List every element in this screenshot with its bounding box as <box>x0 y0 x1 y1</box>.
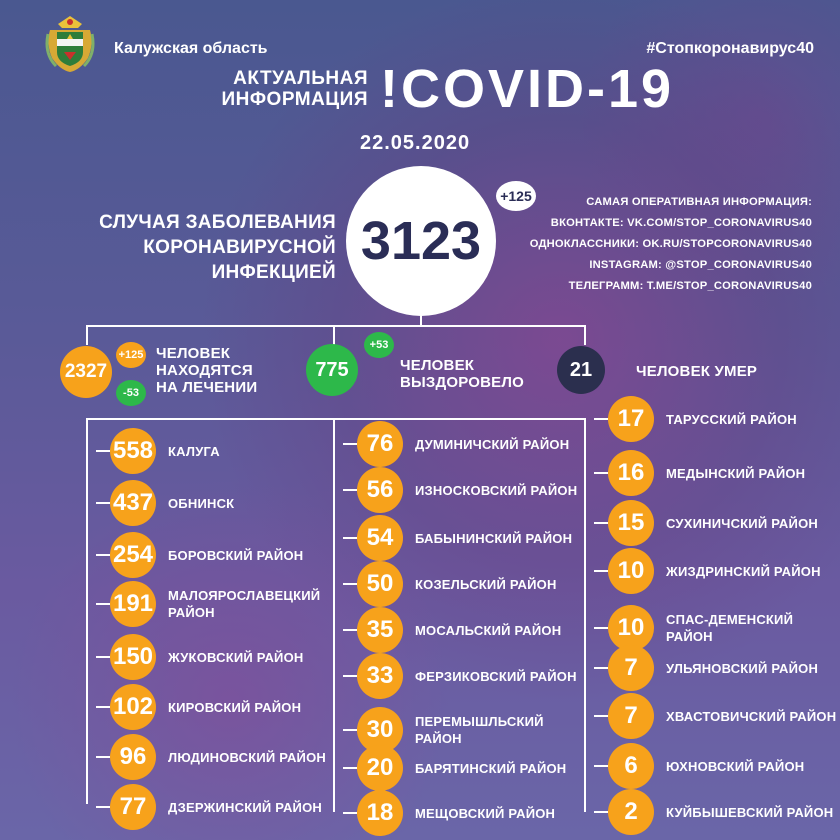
recovered-delta: +53 <box>364 332 394 358</box>
district-count: 2 <box>608 789 654 835</box>
total-cases-label <box>40 210 336 285</box>
district-connector <box>343 629 357 631</box>
region-name: Калужская область <box>114 40 268 57</box>
district-count: 20 <box>357 745 403 791</box>
district-name <box>415 421 569 467</box>
district-name-text <box>415 530 572 547</box>
district-connector <box>343 767 357 769</box>
district-name-line-1: ПЕРЕМЫШЛЬСКИЙ <box>415 714 544 729</box>
district-count: 254 <box>110 532 156 578</box>
district-connector <box>594 715 608 717</box>
district-name-line-2: РАЙОН <box>666 629 713 644</box>
district-connector <box>594 522 608 524</box>
district-name-text <box>415 713 544 747</box>
district-name-text <box>666 804 833 821</box>
district-name-text <box>168 749 326 766</box>
district-name-text <box>666 411 797 428</box>
district-name-line-1: ТАРУССКИЙ РАЙОН <box>666 411 797 427</box>
district-name-line-2: РАЙОН <box>168 605 215 620</box>
contact-instagram: INSTAGRAM: @STOP_CORONAVIRUS40 <box>589 259 812 271</box>
died-value: 21 <box>557 346 605 394</box>
district-name-line-1: ЖИЗДРИНСКИЙ РАЙОН <box>666 563 821 579</box>
district-count: 18 <box>357 790 403 836</box>
coat-of-arms-icon <box>44 14 96 74</box>
district-name-text <box>415 805 555 822</box>
district-count: 76 <box>357 421 403 467</box>
treatment-label-line-3: НА ЛЕЧЕНИИ <box>156 379 258 396</box>
treatment-delta-minus: -53 <box>116 380 146 406</box>
district-count: 17 <box>608 396 654 442</box>
district-row <box>357 653 587 699</box>
district-name-line-1: МАЛОЯРОСЛАВЕЦКИЙ <box>168 588 321 603</box>
district-connector <box>343 537 357 539</box>
district-name <box>666 645 818 691</box>
district-count: 10 <box>608 605 654 651</box>
recovered-label-line-2: ВЫЗДОРОВЕЛО <box>400 374 524 391</box>
district-row <box>357 790 587 836</box>
district-name <box>168 480 234 526</box>
district-name <box>168 532 303 578</box>
district-name <box>666 500 818 546</box>
district-name <box>415 515 572 561</box>
district-name-line-1: СУХИНИЧСКИЙ РАЙОН <box>666 515 818 531</box>
treatment-delta-plus: +125 <box>116 342 146 368</box>
district-name-line-1: ДЗЕРЖИНСКИЙ РАЙОН <box>168 799 322 815</box>
title-block <box>208 68 368 110</box>
district-name <box>666 396 797 442</box>
district-connector <box>594 667 608 669</box>
district-connector <box>96 603 110 605</box>
district-row <box>608 396 838 442</box>
district-row <box>110 734 340 780</box>
contact-telegram: ТЕЛЕГРАММ: T.ME/STOP_CORONAVIRUS40 <box>568 280 812 292</box>
district-row <box>110 634 340 680</box>
contact-info <box>530 192 812 297</box>
total-cases-value: 3123 <box>346 166 496 316</box>
treatment-value: 2327 <box>60 346 112 398</box>
district-name-line-1: МОСАЛЬСКИЙ РАЙОН <box>415 622 562 638</box>
district-connector <box>96 656 110 658</box>
district-connector <box>96 706 110 708</box>
district-connector <box>343 812 357 814</box>
district-name <box>168 428 220 474</box>
district-count: 30 <box>357 707 403 753</box>
district-row <box>110 480 340 526</box>
district-row <box>110 684 340 730</box>
connector-col1-vertical <box>86 418 88 804</box>
district-name-text <box>666 563 821 580</box>
district-name <box>666 789 833 835</box>
district-name-text <box>168 547 303 564</box>
district-name-text <box>666 465 805 482</box>
district-connector <box>343 443 357 445</box>
district-connector <box>594 811 608 813</box>
connector-mid-drop <box>333 325 335 345</box>
title-line-2: ИНФОРМАЦИЯ <box>221 89 368 110</box>
district-connector <box>96 756 110 758</box>
district-row <box>357 607 587 653</box>
district-row <box>608 450 838 496</box>
total-cases-label-line-2: КОРОНАВИРУСНОЙ ИНФЕКЦИЕЙ <box>143 237 336 283</box>
district-count: 102 <box>110 684 156 730</box>
title-line-1: АКТУАЛЬНАЯ <box>233 68 368 89</box>
district-name-line-1: ОБНИНСК <box>168 495 235 511</box>
district-count: 96 <box>110 734 156 780</box>
contact-ok: ОДНОКЛАССНИКИ: OK.RU/STOPCORONAVIRUS40 <box>529 238 812 250</box>
district-count: 54 <box>357 515 403 561</box>
district-name-line-1: МЕДЫНСКИЙ РАЙОН <box>666 465 806 481</box>
treatment-label-line-2: НАХОДЯТСЯ <box>156 362 253 379</box>
district-name <box>415 561 557 607</box>
district-count: 15 <box>608 500 654 546</box>
district-row <box>608 693 838 739</box>
district-count: 10 <box>608 548 654 594</box>
district-name-text <box>666 515 818 532</box>
connector-trunk <box>420 312 422 326</box>
district-connector <box>594 570 608 572</box>
district-name-line-1: КАЛУГА <box>168 443 220 459</box>
district-name-line-1: БАРЯТИНСКИЙ РАЙОН <box>415 760 567 776</box>
district-row <box>357 515 587 561</box>
district-name <box>415 467 577 513</box>
district-row <box>357 421 587 467</box>
district-count: 56 <box>357 467 403 513</box>
district-name <box>415 745 566 791</box>
district-count: 35 <box>357 607 403 653</box>
district-name-line-1: ХВАСТОВИЧСКИЙ РАЙОН <box>666 708 837 724</box>
district-name-line-1: КОЗЕЛЬСКИЙ РАЙОН <box>415 576 557 592</box>
district-connector <box>96 450 110 452</box>
report-date: 22.05.2020 <box>360 132 471 154</box>
district-count: 77 <box>110 784 156 830</box>
district-name-line-1: ИЗНОСКОВСКИЙ РАЙОН <box>415 482 578 498</box>
hashtag: #Стопкоронавирус40 <box>646 40 814 57</box>
district-name-text <box>666 611 793 645</box>
district-row <box>357 561 587 607</box>
district-name-text <box>415 622 561 639</box>
district-name-text <box>168 587 320 621</box>
district-name-line-1: УЛЬЯНОВСКИЙ РАЙОН <box>666 660 819 676</box>
page-title: !COVID-19 <box>380 59 675 119</box>
district-name <box>666 693 836 739</box>
district-row <box>608 645 838 691</box>
district-name <box>415 607 561 653</box>
district-row <box>110 532 340 578</box>
connector-left-drop <box>86 325 88 345</box>
district-connector <box>343 583 357 585</box>
district-name-text <box>415 436 569 453</box>
district-connector <box>343 675 357 677</box>
district-name <box>168 634 303 680</box>
district-name <box>168 684 301 730</box>
district-name-text <box>415 482 577 499</box>
district-name-text <box>168 495 234 512</box>
total-cases-delta: +125 <box>496 181 536 211</box>
district-name <box>666 450 805 496</box>
connector-right-drop <box>584 325 586 345</box>
district-name-line-1: БАБЫНИНСКИЙ РАЙОН <box>415 530 573 546</box>
district-count: 150 <box>110 634 156 680</box>
district-row <box>110 581 340 627</box>
district-name-line-1: МЕЩОВСКИЙ РАЙОН <box>415 805 556 821</box>
district-row <box>608 789 838 835</box>
district-connector <box>343 489 357 491</box>
district-connector <box>594 418 608 420</box>
district-name-line-1: СПАС-ДЕМЕНСКИЙ <box>666 612 794 627</box>
recovered-value: 775 <box>306 344 358 396</box>
district-row <box>110 784 340 830</box>
connector-top-horizontal <box>86 325 586 327</box>
district-connector <box>96 554 110 556</box>
recovered-label-line-1: ЧЕЛОВЕК <box>400 357 475 374</box>
district-connector <box>594 765 608 767</box>
connector-col1-horizontal <box>86 418 586 420</box>
district-count: 558 <box>110 428 156 474</box>
district-row <box>110 428 340 474</box>
district-name <box>415 790 555 836</box>
treatment-label-line-1: ЧЕЛОВЕК <box>156 345 231 362</box>
district-count: 6 <box>608 743 654 789</box>
died-label: ЧЕЛОВЕК УМЕР <box>636 363 758 380</box>
district-connector <box>594 627 608 629</box>
district-name <box>415 653 577 699</box>
district-name-text <box>415 760 566 777</box>
district-connector <box>594 472 608 474</box>
district-row <box>608 743 838 789</box>
district-name-text <box>168 799 322 816</box>
district-count: 7 <box>608 693 654 739</box>
recovered-label <box>400 357 524 391</box>
district-count: 33 <box>357 653 403 699</box>
district-name-text <box>415 576 557 593</box>
district-name <box>168 581 320 627</box>
district-count: 191 <box>110 581 156 627</box>
district-name-text <box>415 668 577 685</box>
district-name-line-1: ЛЮДИНОВСКИЙ РАЙОН <box>168 749 326 765</box>
treatment-label <box>156 345 257 396</box>
district-name <box>168 784 322 830</box>
district-name <box>666 548 821 594</box>
district-count: 437 <box>110 480 156 526</box>
district-row <box>608 500 838 546</box>
district-name-text <box>168 649 303 666</box>
district-name-line-1: ЖУКОВСКИЙ РАЙОН <box>168 649 304 665</box>
district-connector <box>96 806 110 808</box>
district-connector <box>343 729 357 731</box>
district-name-line-1: ЮХНОВСКИЙ РАЙОН <box>666 758 805 774</box>
district-row <box>357 467 587 513</box>
district-name-text <box>666 660 818 677</box>
contact-info-heading: САМАЯ ОПЕРАТИВНАЯ ИНФОРМАЦИЯ: <box>586 196 812 208</box>
district-name-line-1: ФЕРЗИКОВСКИЙ РАЙОН <box>415 668 577 684</box>
district-count: 50 <box>357 561 403 607</box>
district-name-text <box>168 699 301 716</box>
district-row <box>608 548 838 594</box>
district-count: 16 <box>608 450 654 496</box>
district-name-text <box>666 708 836 725</box>
total-cases-label-line-1: СЛУЧАЯ ЗАБОЛЕВАНИЯ <box>99 212 336 233</box>
district-name-line-1: КИРОВСКИЙ РАЙОН <box>168 699 302 715</box>
district-name-text <box>666 758 804 775</box>
district-name <box>168 734 326 780</box>
district-name-line-1: КУЙБЫШЕВСКИЙ РАЙОН <box>666 804 834 820</box>
district-name-line-2: РАЙОН <box>415 731 462 746</box>
district-name-line-1: ДУМИНИЧСКИЙ РАЙОН <box>415 436 570 452</box>
district-name-text <box>168 443 220 460</box>
district-row <box>357 745 587 791</box>
contact-vk: ВКОНТАКТЕ: VK.COM/STOP_CORONAVIRUS40 <box>550 217 812 229</box>
district-name <box>666 743 804 789</box>
district-connector <box>96 502 110 504</box>
district-name-line-1: БОРОВСКИЙ РАЙОН <box>168 547 304 563</box>
district-count: 7 <box>608 645 654 691</box>
